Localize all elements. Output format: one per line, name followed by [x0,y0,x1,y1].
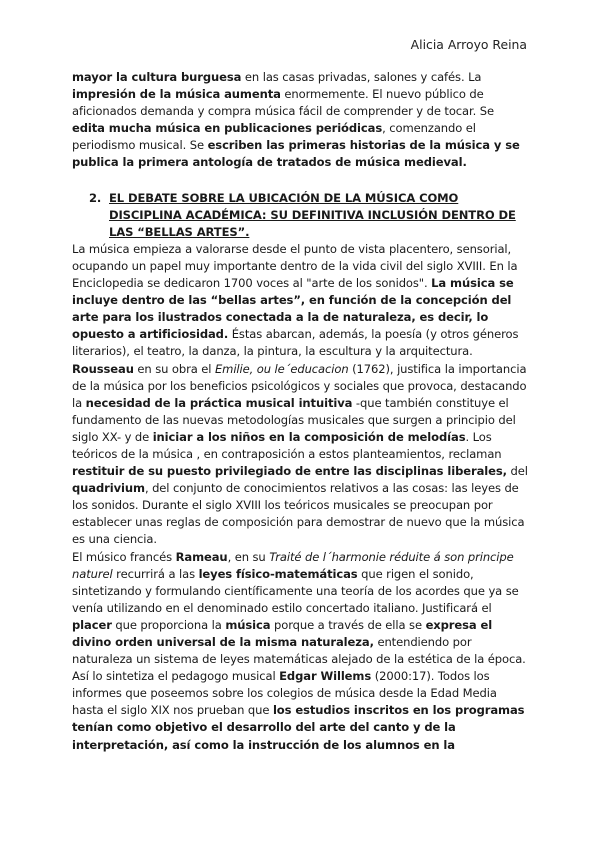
text-run: enormemente. El nuevo público de aficionados demanda y compra música fácil de comprender y de tocar. Se [72,87,494,119]
text-run: porque a través de ella se [270,617,426,632]
text-run: recurrirá a las [112,566,199,581]
body-paragraph [72,549,530,669]
bold-text-run: los estudios inscritos en los programas tenían como objetivo el desarrollo del arte del canto y de la interpretación, así como la instrucción de los alumnos en la [72,703,525,752]
text-run: La música empieza a valorarse desde el punto de vista placentero, sensorial, ocupando un papel muy importante dentro de la vida civil del siglo XVIII. En la Enciclopedia se dedicaron 1700 voces al "arte de los sonidos". [72,241,518,291]
text-run: (2000:17). Todos los informes que poseemos sobre los colegios de música desde la Edad Media hasta el siglo XIX nos prueban que [72,669,497,718]
bold-text-run: iniciar a los niños en la composición de melodías [152,429,466,444]
body-paragraph [72,241,530,549]
text-run: en las casas privadas, salones y cafés. La [241,70,482,84]
text-run: que proporciona la [111,617,226,632]
bold-text-run: leyes físico-matemáticas [198,566,358,581]
text-run: . Los teóricos de la música , en contraposición a estos planteamientos, reclaman [72,429,502,461]
bold-text-run: mayor la cultura burguesa [72,70,242,84]
text-run: , en su [227,549,270,564]
text-run: , comenzando el periodismo musical. Se [72,121,476,153]
bold-text-run: necesidad de la práctica musical intuitiva [85,395,353,410]
bold-text-run: placer [72,617,112,632]
document-body [72,69,530,754]
bold-text-run: música [225,617,271,632]
text-run: (1762), justifica la importancia de la música por los beneficios psicológicos y sociales que provoca, destacando la [72,361,527,410]
bold-text-run: restituir de su puesto privilegiado de entre las disciplinas liberales, [72,464,507,479]
section-number: 2. [89,190,102,205]
page-header-author: Alicia Arroyo Reina [410,37,527,52]
intro-paragraph [72,69,530,172]
bold-text-run: impresión de la música aumenta [72,87,281,102]
bold-text-run: Rameau [175,549,228,564]
text-run: Éstas abarcan, además, la poesía (y otros géneros literarios), el teatro, la danza, la pintura, la escultura y la arquitectura. [72,327,519,359]
text-run: -que también constituye el fundamento de las nuevas metodologías musicales que surgen a principio del siglo XX- y de [72,395,516,444]
bold-text-run: Rousseau [72,361,134,376]
bold-text-run: La música se incluye dentro de las “bellas artes”, en función de la concepción del arte para los ilustrados conectada a la de naturaleza, es decir, lo opuesto a artificiosidad. [72,276,514,342]
bold-text-run: quadrivium [72,481,145,496]
section-heading [72,190,530,241]
text-run: , del conjunto de conocimientos relativos a las cosas: las leyes de los sonidos. Durante el siglo XVIII los teóricos musicales se preocupan por establecer unas reglas de composición para demostrar de nuevo que la música es una ciencia. [72,481,525,547]
section-title: EL DEBATE SOBRE LA UBICACIÓN DE LA MÚSICA COMO DISCIPLINA ACADÉMICA: SU DEFINITIVA INCLUSIÓN DENTRO DE LAS “BELLAS ARTES”. [109,190,516,239]
text-run: que rigen el sonido, sintetizando y formulando científicamente una teoría de los acordes que ya se venía utilizando en el denominado estilo concertado italiano. Justificará el [72,566,519,615]
text-run: Así lo sintetiza el pedagogo musical [72,669,280,684]
bold-text-run: escriben las primeras historias de la música y se publica la primera antología de tratados de música medieval. [72,138,520,170]
text-run: del [506,464,528,479]
body-paragraph [72,668,530,753]
text-run: en su obra el [133,361,215,376]
bold-text-run: expresa el divino orden universal de la misma naturaleza, [72,617,493,649]
text-run: entendiendo por naturaleza un sistema de leyes matemáticas alejado de la estética de la época. [72,635,526,667]
bold-text-run: edita mucha música en publicaciones periódicas [72,121,383,136]
italic-text-run: Emilie, ou le´educacion [214,361,349,376]
italic-text-run: Traité de l´harmonie réduite á son principe naturel [72,549,514,581]
bold-text-run: Edgar Willems [279,669,372,684]
text-run: El músico francés [72,549,176,564]
